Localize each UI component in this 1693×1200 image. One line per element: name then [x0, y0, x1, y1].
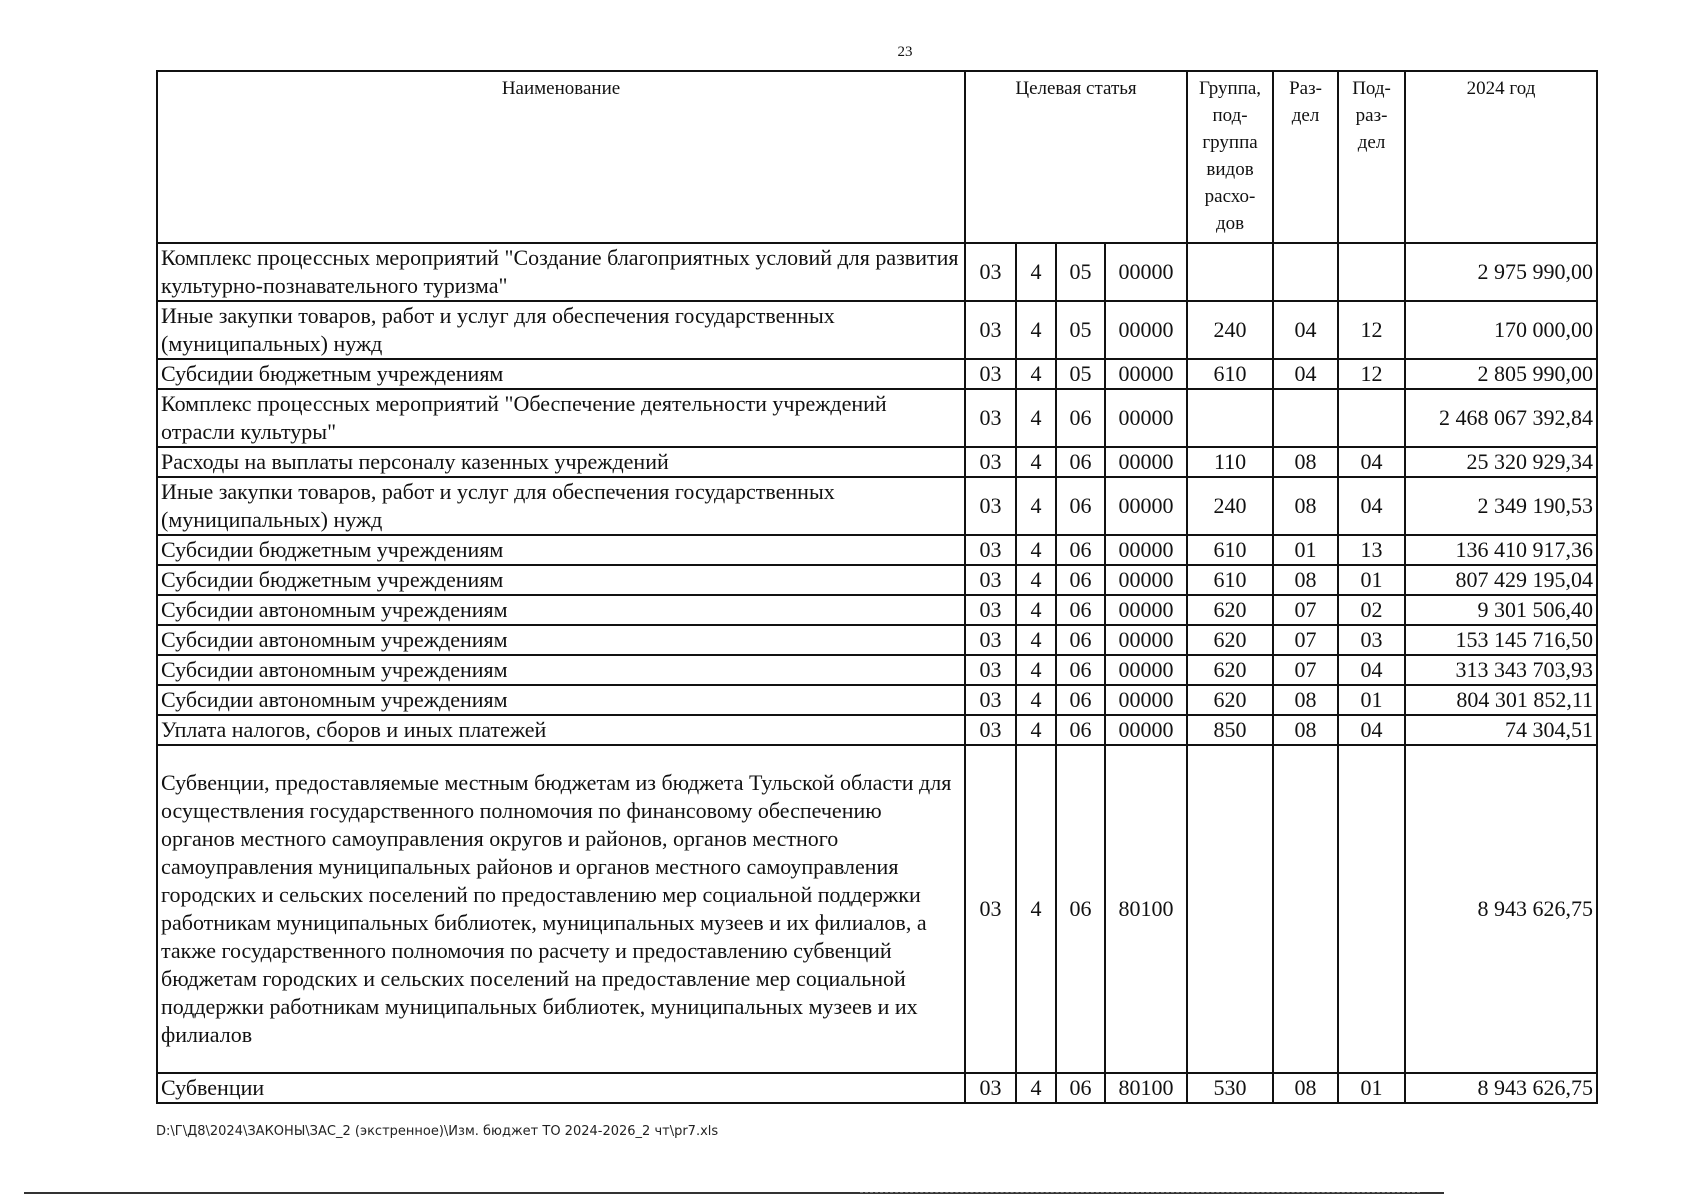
cell-c2: 4: [1016, 625, 1056, 655]
cell-name: Субсидии бюджетным учреждениям: [157, 565, 965, 595]
cell-c4: 00000: [1105, 685, 1187, 715]
cell-group: [1187, 389, 1273, 447]
cell-c1: 03: [965, 389, 1016, 447]
cell-subsection: 12: [1338, 301, 1405, 359]
cell-c1: 03: [965, 535, 1016, 565]
cell-subsection: [1338, 389, 1405, 447]
table-row: [157, 477, 1597, 535]
cell-c2: 4: [1016, 389, 1056, 447]
cell-c4: 00000: [1105, 477, 1187, 535]
page-number: 23: [897, 44, 913, 60]
cell-subsection: 13: [1338, 535, 1405, 565]
cell-name: Уплата налогов, сборов и иных платежей: [157, 715, 965, 745]
cell-c4: 00000: [1105, 389, 1187, 447]
cell-name: Субвенции: [157, 1073, 965, 1103]
cell-section: [1273, 389, 1338, 447]
cell-amount: 2 805 990,00: [1405, 359, 1597, 389]
table-header-row: [157, 71, 1597, 243]
cell-c4: 00000: [1105, 715, 1187, 745]
cell-subsection: 04: [1338, 655, 1405, 685]
cell-name: Расходы на выплаты персоналу казенных учреждений: [157, 447, 965, 477]
cell-c4: 00000: [1105, 625, 1187, 655]
cell-section: 07: [1273, 625, 1338, 655]
cell-name: Субсидии бюджетным учреждениям: [157, 359, 965, 389]
cell-group: 610: [1187, 359, 1273, 389]
cell-name: Субсидии автономным учреждениям: [157, 625, 965, 655]
cell-name: Субвенции, предоставляемые местным бюджетам из бюджета Тульской области для осуществления государственного полномочия по финансовому обеспечению органов местного самоуправления округов и районов, органов местного самоуправления муниципальных районов и органов местного самоуправления городских и сельских поселений по предоставлению мер социальной поддержки работникам муниципальных библиотек, муниципальных музеев и их филиалов, а также государственного полномочия по расчету и предоставлению субвенций бюджетам городских и сельских поселений на предоставление мер социальной поддержки работникам муниципальных библиотек, муниципальных музеев и их филиалов: [157, 745, 965, 1073]
cell-group: 110: [1187, 447, 1273, 477]
cell-c2: 4: [1016, 715, 1056, 745]
cell-c4: 00000: [1105, 655, 1187, 685]
cell-section: 08: [1273, 715, 1338, 745]
cell-amount: 170 000,00: [1405, 301, 1597, 359]
cell-c2: 4: [1016, 477, 1056, 535]
cell-group: [1187, 745, 1273, 1073]
cell-section: 04: [1273, 359, 1338, 389]
cell-amount: 804 301 852,11: [1405, 685, 1597, 715]
cell-subsection: 01: [1338, 565, 1405, 595]
table-row: [157, 625, 1597, 655]
cell-c1: 03: [965, 625, 1016, 655]
cell-amount: 2 468 067 392,84: [1405, 389, 1597, 447]
cell-c2: 4: [1016, 745, 1056, 1073]
cell-c2: 4: [1016, 595, 1056, 625]
cell-group: 240: [1187, 301, 1273, 359]
cell-c1: 03: [965, 359, 1016, 389]
cell-c2: 4: [1016, 359, 1056, 389]
cell-group: 240: [1187, 477, 1273, 535]
cell-c4: 80100: [1105, 745, 1187, 1073]
cell-group: 850: [1187, 715, 1273, 745]
cell-name: Субсидии автономным учреждениям: [157, 595, 965, 625]
cell-c2: 4: [1016, 1073, 1056, 1103]
header-section: Раз-дел: [1273, 71, 1338, 243]
cell-group: 620: [1187, 595, 1273, 625]
cell-section: 08: [1273, 1073, 1338, 1103]
header-target-article: Целевая статья: [965, 71, 1187, 243]
cell-c1: 03: [965, 715, 1016, 745]
cell-group: 620: [1187, 655, 1273, 685]
cell-amount: 25 320 929,34: [1405, 447, 1597, 477]
cell-subsection: 12: [1338, 359, 1405, 389]
cell-subsection: [1338, 745, 1405, 1073]
header-name: Наименование: [157, 71, 965, 243]
cell-name: Субсидии автономным учреждениям: [157, 655, 965, 685]
cell-subsection: 03: [1338, 625, 1405, 655]
cell-section: 08: [1273, 447, 1338, 477]
cell-c4: 00000: [1105, 243, 1187, 301]
cell-c3: 06: [1056, 745, 1105, 1073]
table-row: [157, 301, 1597, 359]
cell-section: 04: [1273, 301, 1338, 359]
cell-c1: 03: [965, 745, 1016, 1073]
cell-c1: 03: [965, 1073, 1016, 1103]
cell-c1: 03: [965, 565, 1016, 595]
table-row: [157, 715, 1597, 745]
cell-c1: 03: [965, 685, 1016, 715]
file-path-footer: D:\Г\Д8\2024\ЗАКОНЫ\ЗАС_2 (экстренное)\Изм. бюджет ТО 2024-2026_2 чт\pr7.xls: [156, 1124, 719, 1139]
cell-amount: 8 943 626,75: [1405, 1073, 1597, 1103]
cell-amount: 313 343 703,93: [1405, 655, 1597, 685]
cell-section: 07: [1273, 655, 1338, 685]
cell-section: 08: [1273, 565, 1338, 595]
cell-subsection: 04: [1338, 715, 1405, 745]
cell-amount: 807 429 195,04: [1405, 565, 1597, 595]
cell-c3: 05: [1056, 301, 1105, 359]
cell-c3: 06: [1056, 685, 1105, 715]
cell-name: Иные закупки товаров, работ и услуг для обеспечения государственных (муниципальных) нужд: [157, 301, 965, 359]
cell-c3: 06: [1056, 477, 1105, 535]
cell-c2: 4: [1016, 301, 1056, 359]
cell-name: Субсидии бюджетным учреждениям: [157, 535, 965, 565]
cell-c3: 06: [1056, 565, 1105, 595]
cell-name: Иные закупки товаров, работ и услуг для обеспечения государственных (муниципальных) нужд: [157, 477, 965, 535]
cell-name: Субсидии автономным учреждениям: [157, 685, 965, 715]
table-row: [157, 685, 1597, 715]
table-row: [157, 745, 1597, 1073]
table-row: [157, 1073, 1597, 1103]
cell-c3: 06: [1056, 715, 1105, 745]
cell-subsection: 02: [1338, 595, 1405, 625]
cell-c3: 06: [1056, 447, 1105, 477]
table-row: [157, 535, 1597, 565]
cell-subsection: 01: [1338, 1073, 1405, 1103]
table-row: [157, 389, 1597, 447]
cell-amount: 9 301 506,40: [1405, 595, 1597, 625]
cell-c4: 00000: [1105, 359, 1187, 389]
cell-name: Комплекс процессных мероприятий "Обеспечение деятельности учреждений отрасли культуры": [157, 389, 965, 447]
cell-c3: 06: [1056, 655, 1105, 685]
table-row: [157, 655, 1597, 685]
cell-amount: 74 304,51: [1405, 715, 1597, 745]
cell-section: 07: [1273, 595, 1338, 625]
header-group: Группа, под-группа видов расхо-дов: [1187, 71, 1273, 243]
cell-amount: 2 349 190,53: [1405, 477, 1597, 535]
table-row: [157, 447, 1597, 477]
bottom-rule-dashed: [860, 1192, 1420, 1193]
cell-c3: 05: [1056, 359, 1105, 389]
cell-c1: 03: [965, 595, 1016, 625]
cell-group: 620: [1187, 625, 1273, 655]
cell-subsection: 04: [1338, 447, 1405, 477]
table-row: [157, 359, 1597, 389]
cell-c4: 00000: [1105, 565, 1187, 595]
table-row: [157, 243, 1597, 301]
cell-group: 610: [1187, 535, 1273, 565]
cell-c2: 4: [1016, 685, 1056, 715]
cell-c2: 4: [1016, 447, 1056, 477]
cell-group: 610: [1187, 565, 1273, 595]
cell-group: [1187, 243, 1273, 301]
cell-c1: 03: [965, 477, 1016, 535]
cell-c3: 06: [1056, 535, 1105, 565]
cell-section: [1273, 243, 1338, 301]
cell-c2: 4: [1016, 535, 1056, 565]
cell-section: 08: [1273, 685, 1338, 715]
cell-c4: 80100: [1105, 1073, 1187, 1103]
table-row: [157, 595, 1597, 625]
cell-c4: 00000: [1105, 301, 1187, 359]
header-year: 2024 год: [1405, 71, 1597, 243]
cell-c2: 4: [1016, 565, 1056, 595]
cell-c2: 4: [1016, 243, 1056, 301]
budget-table: [156, 70, 1598, 1104]
cell-section: 08: [1273, 477, 1338, 535]
cell-c4: 00000: [1105, 447, 1187, 477]
cell-name: Комплекс процессных мероприятий "Создание благоприятных условий для развития культурно-познавательного туризма": [157, 243, 965, 301]
cell-subsection: 04: [1338, 477, 1405, 535]
cell-c4: 00000: [1105, 535, 1187, 565]
cell-section: [1273, 745, 1338, 1073]
cell-group: 620: [1187, 685, 1273, 715]
cell-c1: 03: [965, 655, 1016, 685]
table-row: [157, 565, 1597, 595]
cell-c3: 06: [1056, 625, 1105, 655]
cell-c1: 03: [965, 301, 1016, 359]
cell-c3: 06: [1056, 389, 1105, 447]
cell-c1: 03: [965, 447, 1016, 477]
cell-amount: 136 410 917,36: [1405, 535, 1597, 565]
cell-c2: 4: [1016, 655, 1056, 685]
cell-c3: 06: [1056, 1073, 1105, 1103]
cell-c1: 03: [965, 243, 1016, 301]
cell-group: 530: [1187, 1073, 1273, 1103]
cell-subsection: [1338, 243, 1405, 301]
cell-amount: 8 943 626,75: [1405, 745, 1597, 1073]
cell-subsection: 01: [1338, 685, 1405, 715]
cell-c3: 06: [1056, 595, 1105, 625]
cell-section: 01: [1273, 535, 1338, 565]
cell-c3: 05: [1056, 243, 1105, 301]
cell-amount: 153 145 716,50: [1405, 625, 1597, 655]
cell-c4: 00000: [1105, 595, 1187, 625]
header-subsection: Под-раз-дел: [1338, 71, 1405, 243]
cell-amount: 2 975 990,00: [1405, 243, 1597, 301]
